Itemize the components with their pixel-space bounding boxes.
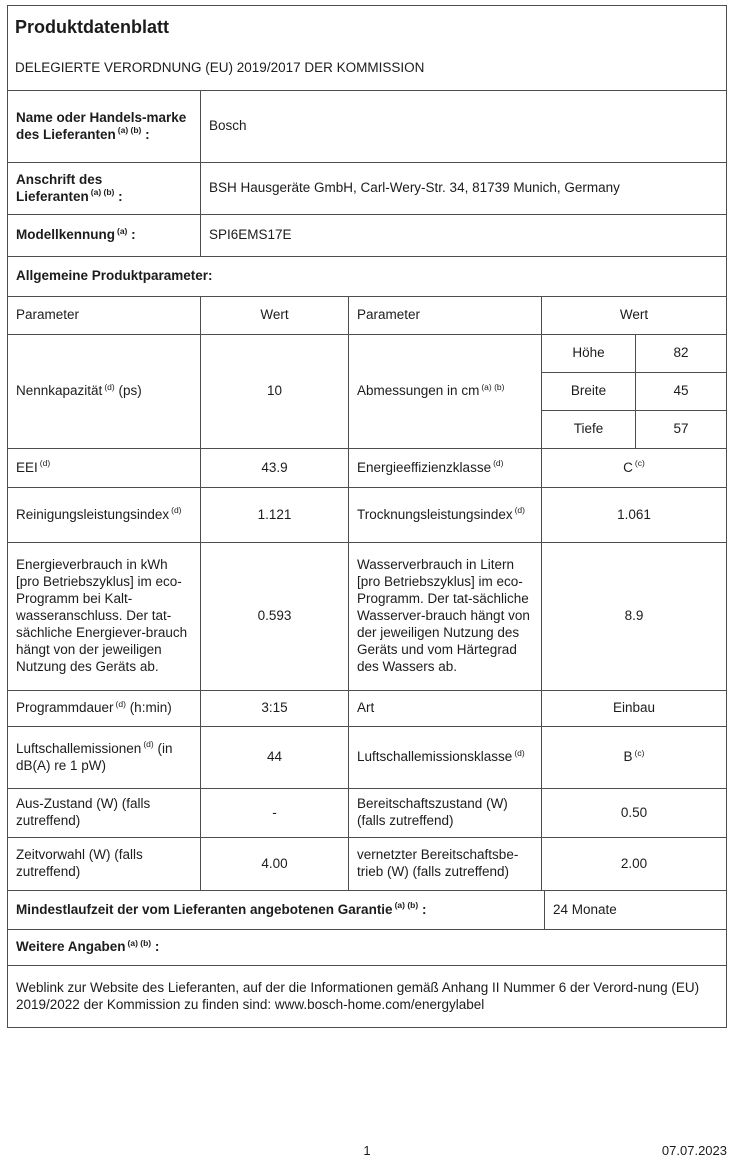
duration-label: Programmdauer: [16, 700, 114, 716]
dimension-name: Höhe: [572, 345, 605, 361]
noise-class-value: B: [623, 749, 633, 765]
dimensions-label-cell: [348, 335, 541, 448]
energyclass-label-cell: [348, 449, 541, 487]
standby-value-cell: [541, 789, 726, 837]
footer-date: 07.07.2023: [661, 1143, 727, 1158]
label-colon: :: [127, 227, 136, 243]
datasheet-table: [7, 5, 727, 1028]
dimension-value: 45: [635, 373, 726, 410]
eei-label-cell: [8, 449, 200, 487]
duration-unit: (h:min): [125, 700, 172, 716]
footnote-sup: (d): [104, 381, 115, 392]
row-energy-water-consumption: [8, 542, 726, 690]
footnote-sup: (d): [115, 698, 126, 709]
weblink-text: Weblink zur Website des Lieferanten, auf der die Informationen gemäß Anhang II Nummer 6 der Verord-nung (EU) 2019/2022 der Kommission zu finden sind: www.bosch-home.com/energylabel: [16, 979, 700, 1012]
duration-value: 3:15: [261, 700, 288, 716]
supplier-address-value-cell: [200, 163, 726, 214]
supplier-name-label: Name oder Handels-marke des Lieferanten: [16, 109, 187, 142]
label-colon: :: [151, 939, 160, 955]
dimension-value: 82: [635, 335, 726, 372]
supplier-name-label-cell: [8, 91, 200, 162]
product-datasheet: [7, 5, 727, 1028]
page-number: 1: [363, 1143, 371, 1158]
row-model-identifier: [8, 214, 726, 256]
supplier-address-label: Anschrift des Lieferanten: [16, 171, 103, 204]
additional-info-label-cell: [8, 930, 726, 965]
cleaning-index-label-cell: [8, 488, 200, 542]
capacity-label: Nennkapazität: [16, 383, 103, 399]
networked-standby-label: vernetzter Bereitschaftsbe-trieb (W) (falls zutreffend): [357, 847, 519, 879]
guarantee-label: Mindestlaufzeit der vom Lieferanten angebotenen Garantie: [16, 901, 393, 917]
page-footer: [7, 1143, 727, 1163]
noise-unit: (in dB(A) re 1 pW): [16, 740, 173, 773]
delaystart-value-cell: [200, 838, 348, 890]
model-value: SPI6EMS17E: [209, 227, 292, 243]
header-parameter-right: Parameter: [348, 297, 541, 334]
type-value-cell: [541, 691, 726, 726]
eei-value: 43.9: [261, 459, 288, 475]
row-supplier-name: [8, 90, 726, 162]
eei-value-cell: [200, 449, 348, 487]
header-parameter-left: Parameter: [16, 307, 80, 323]
model-label-cell: [8, 215, 200, 256]
noise-class-label-cell: [348, 727, 541, 788]
model-label: Modellkennung: [16, 227, 115, 243]
noise-class-value-cell: [541, 727, 726, 788]
row-duration-type: [8, 690, 726, 726]
dimension-row-hoehe: [542, 335, 726, 372]
duration-label-cell: [8, 691, 200, 726]
label-colon: :: [141, 126, 150, 142]
header-wert-left: Wert: [200, 297, 348, 334]
networked-standby-value-cell: [541, 838, 726, 890]
row-weblink: [8, 965, 726, 1027]
water-consumption-label-cell: [348, 543, 541, 690]
noise-value: 44: [266, 749, 283, 765]
footnote-sup: (d): [514, 747, 525, 758]
supplier-name-value: Bosch: [209, 118, 247, 134]
dimensions-table: [541, 335, 726, 448]
noise-value-cell: [200, 727, 348, 788]
standby-value: 0.50: [620, 804, 648, 820]
footnote-sup: (a) (b): [127, 937, 152, 948]
footnote-sup: (d): [493, 458, 504, 469]
drying-index-label: Trocknungsleistungsindex: [357, 506, 513, 522]
footnote-sup: (d): [171, 505, 182, 516]
row-supplier-address: [8, 162, 726, 214]
row-delaystart-networked: [8, 837, 726, 890]
label-colon: :: [418, 901, 427, 917]
capacity-value: 10: [266, 383, 283, 399]
row-guarantee: [8, 890, 726, 929]
guarantee-value: 24 Monate: [553, 901, 617, 917]
cleaning-index-label: Reinigungsleistungsindex: [16, 506, 170, 522]
energyclass-value: C: [623, 459, 633, 475]
footnote-sup: (d): [143, 739, 154, 750]
energy-consumption-label: Energieverbrauch in kWh [pro Betriebszyklus] im eco-Programm bei Kalt-wasseranschluss. Der tat-sächliche Energiever-brauch hängt von der jeweiligen Nutzung des Geräts ab.: [16, 557, 188, 674]
dimension-value: 57: [635, 411, 726, 448]
type-value: Einbau: [612, 700, 656, 716]
footnote-sup: (a) (b): [117, 125, 142, 135]
dimension-name: Breite: [570, 383, 607, 399]
weblink-cell: [8, 966, 726, 1027]
noise-label: Luftschallemissionen: [16, 740, 142, 756]
water-consumption-value: 8.9: [624, 608, 644, 624]
energy-consumption-label-cell: [8, 543, 200, 690]
standby-label: Bereitschaftszustand (W) (falls zutreffend): [357, 796, 508, 828]
drying-index-value-cell: [541, 488, 726, 542]
row-capacity-dimensions: [8, 334, 726, 448]
supplier-address-label-cell: [8, 163, 200, 214]
networked-standby-value: 2.00: [620, 855, 648, 871]
header-wert-right: Wert: [541, 297, 726, 334]
standby-label-cell: [348, 789, 541, 837]
offmode-label-cell: [8, 789, 200, 837]
row-cleaning-drying-index: [8, 487, 726, 542]
row-offmode-standby: [8, 788, 726, 837]
row-noise: [8, 726, 726, 788]
capacity-label-cell: [8, 335, 200, 448]
footnote-sup: (a) (b): [90, 187, 115, 197]
row-eei-energyclass: [8, 448, 726, 487]
footnote-sup: (d): [39, 458, 51, 469]
row-additional-info: [8, 929, 726, 965]
dimension-name: Tiefe: [573, 421, 604, 437]
energy-consumption-value-cell: [200, 543, 348, 690]
footnote-sup: (a) (b): [481, 381, 505, 392]
guarantee-value-cell: [544, 891, 726, 929]
type-label: Art: [357, 700, 375, 716]
cleaning-index-value-cell: [200, 488, 348, 542]
offmode-value-cell: [200, 789, 348, 837]
delaystart-label-cell: [8, 838, 200, 890]
row-column-headers: [8, 296, 726, 334]
section-title-cell: [8, 257, 726, 296]
dimension-row-breite: [542, 372, 726, 410]
dimension-row-tiefe: [542, 410, 726, 448]
capacity-value-cell: [200, 335, 348, 448]
noise-class-label: Luftschallemissionsklasse: [357, 749, 513, 765]
title-block: [8, 6, 726, 90]
offmode-value: -: [272, 804, 277, 820]
eei-label: EEI: [16, 459, 38, 475]
section-title: Allgemeine Produktparameter:: [16, 268, 213, 284]
water-consumption-label: Wasserverbrauch in Litern [pro Betriebszyklus] im eco-Programm. Der tat-sächliche Wasserver-brauch hängt von der jeweiligen Nutzung des Geräts und vom Härtegrad des Wassers ab.: [357, 557, 530, 674]
guarantee-label-cell: [8, 891, 544, 929]
energyclass-value-cell: [541, 449, 726, 487]
label-colon: :: [114, 188, 123, 204]
additional-info-label: Weitere Angaben: [16, 939, 126, 955]
offmode-label: Aus-Zustand (W) (falls zutreffend): [16, 796, 151, 828]
dimensions-label: Abmessungen in cm: [357, 383, 480, 399]
water-consumption-value-cell: [541, 543, 726, 690]
model-value-cell: [200, 215, 726, 256]
cleaning-index-value: 1.121: [257, 506, 292, 522]
page-title: Produktdatenblatt: [15, 17, 170, 37]
type-label-cell: [348, 691, 541, 726]
row-section-title: [8, 256, 726, 296]
footnote-sup: (c): [634, 458, 645, 469]
noise-label-cell: [8, 727, 200, 788]
energyclass-label: Energieeffizienzklasse: [357, 459, 492, 475]
footnote-sup: (a) (b): [394, 900, 419, 911]
duration-value-cell: [200, 691, 348, 726]
regulation-subtitle: DELEGIERTE VERORDNUNG (EU) 2019/2017 DER KOMMISSION: [15, 59, 425, 75]
supplier-address-value: BSH Hausgeräte GmbH, Carl-Wery-Str. 34, 81739 Munich, Germany: [209, 180, 620, 196]
supplier-name-value-cell: [200, 91, 726, 162]
energy-consumption-value: 0.593: [257, 608, 292, 624]
capacity-unit: (ps): [114, 383, 142, 399]
delaystart-value: 4.00: [261, 855, 288, 871]
delaystart-label: Zeitvorwahl (W) (falls zutreffend): [16, 847, 143, 879]
footnote-sup: (d): [514, 505, 525, 516]
footnote-sup: (a): [117, 225, 128, 236]
drying-index-value: 1.061: [617, 506, 651, 522]
networked-standby-label-cell: [348, 838, 541, 890]
drying-index-label-cell: [348, 488, 541, 542]
footnote-sup: (c): [634, 747, 645, 758]
